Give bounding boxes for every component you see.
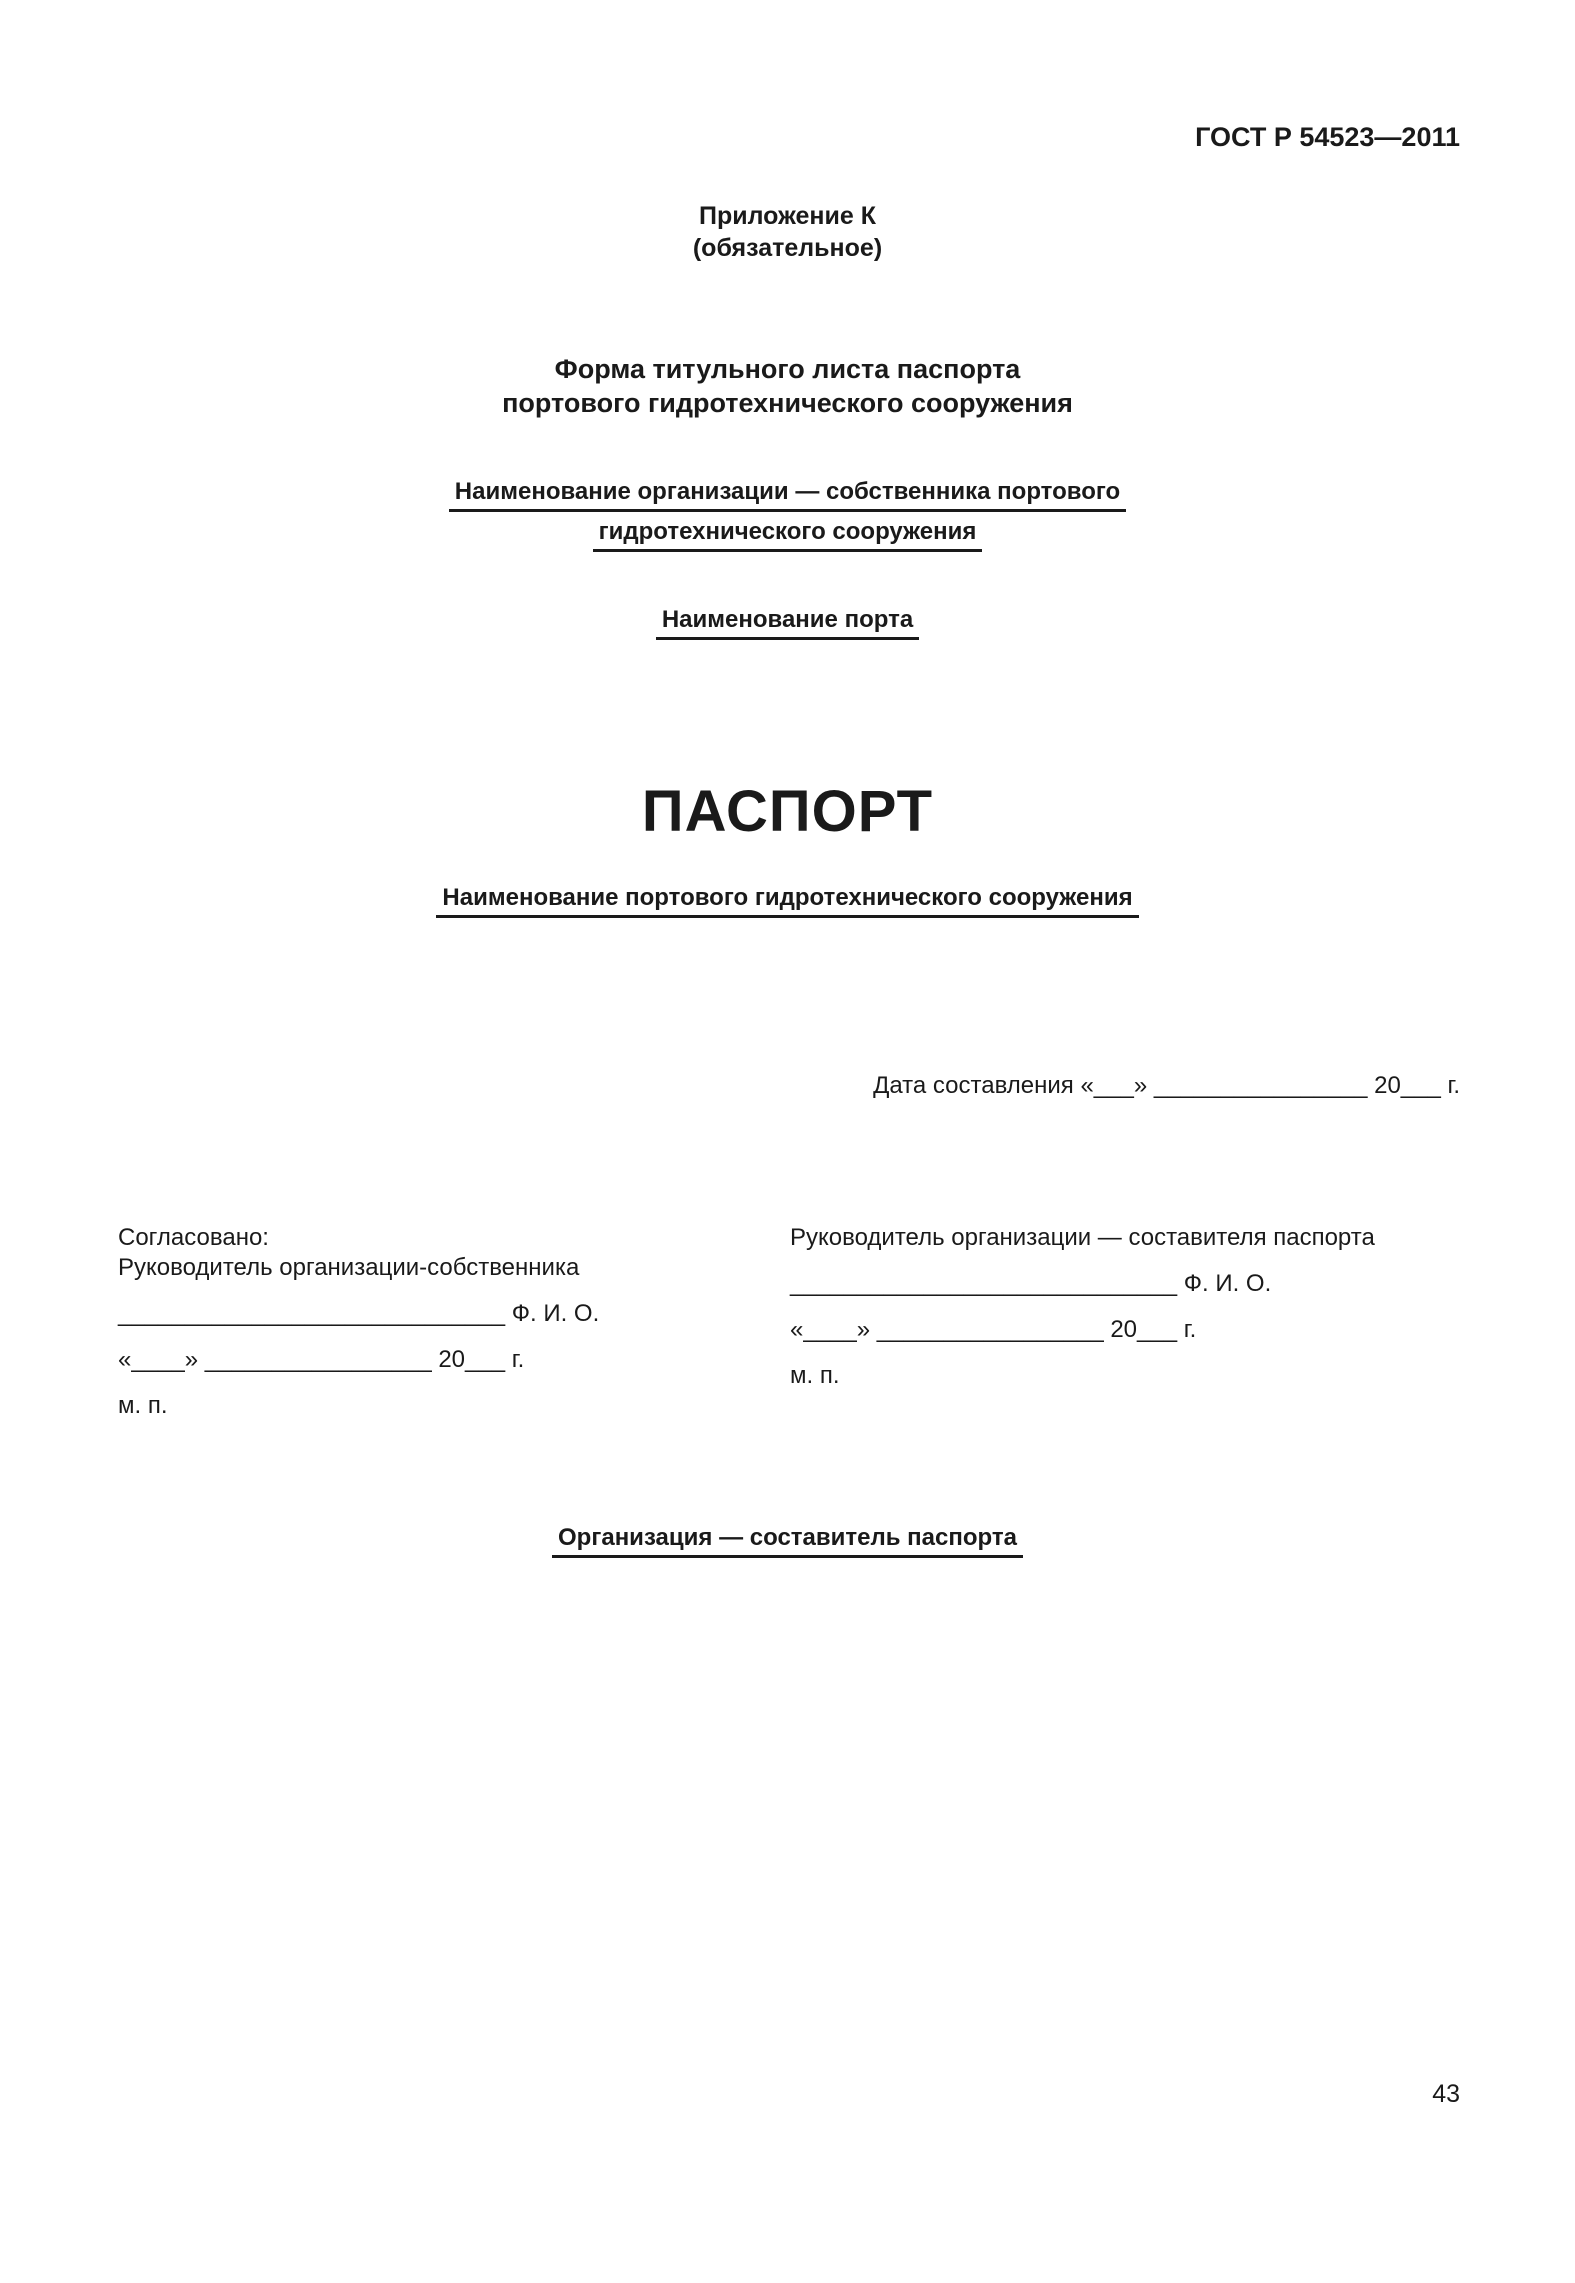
structure-name-label: Наименование портового гидротехнического сооружения: [436, 882, 1138, 918]
approved-label: Согласовано:: [118, 1224, 269, 1251]
form-title: [0, 352, 1575, 420]
port-name-label: Наименование порта: [656, 604, 919, 640]
owner-stamp-place: м. п.: [118, 1392, 168, 1419]
port-name-field: [0, 604, 1575, 640]
passport-title: ПАСПОРТ: [641, 779, 934, 844]
compiler-head-label: Руководитель организации — составителя паспорта: [790, 1224, 1375, 1251]
owner-head-label: Руководитель организации-собственника: [118, 1254, 580, 1281]
structure-name-field: [0, 882, 1575, 918]
org-owner-line-2: гидротехнического сооружения: [593, 516, 983, 552]
appendix-status: (обязательное): [692, 234, 883, 262]
appendix-title: Приложение К: [699, 202, 876, 230]
owner-signature-line: _____________________________ Ф. И. О.: [118, 1300, 600, 1327]
owner-date-line: «____» _________________ 20___ г.: [118, 1346, 525, 1373]
form-title-line-2: портового гидротехнического сооружения: [502, 388, 1073, 418]
compiler-head-block: [790, 1223, 1375, 1391]
org-owner-line-1: Наименование организации — собственника портового: [449, 476, 1126, 512]
org-owner-field: [0, 476, 1575, 552]
compiler-date-line: «____» _________________ 20___ г.: [790, 1316, 1197, 1343]
compiler-signature-line: _____________________________ Ф. И. О.: [790, 1270, 1272, 1297]
page-number: 43: [1432, 2080, 1460, 2108]
form-title-line-1: Форма титульного листа паспорта: [554, 354, 1021, 384]
org-compiler-field: [0, 1522, 1575, 1558]
org-compiler-label: Организация — составитель паспорта: [552, 1522, 1023, 1558]
compiler-stamp-place: м. п.: [790, 1362, 840, 1389]
appendix-heading: [0, 200, 1575, 264]
standard-code: ГОСТ Р 54523—2011: [1195, 122, 1460, 152]
compilation-date-line: Дата составления «___» ________________ 20___ г.: [873, 1072, 1460, 1099]
approved-block: [118, 1223, 599, 1421]
